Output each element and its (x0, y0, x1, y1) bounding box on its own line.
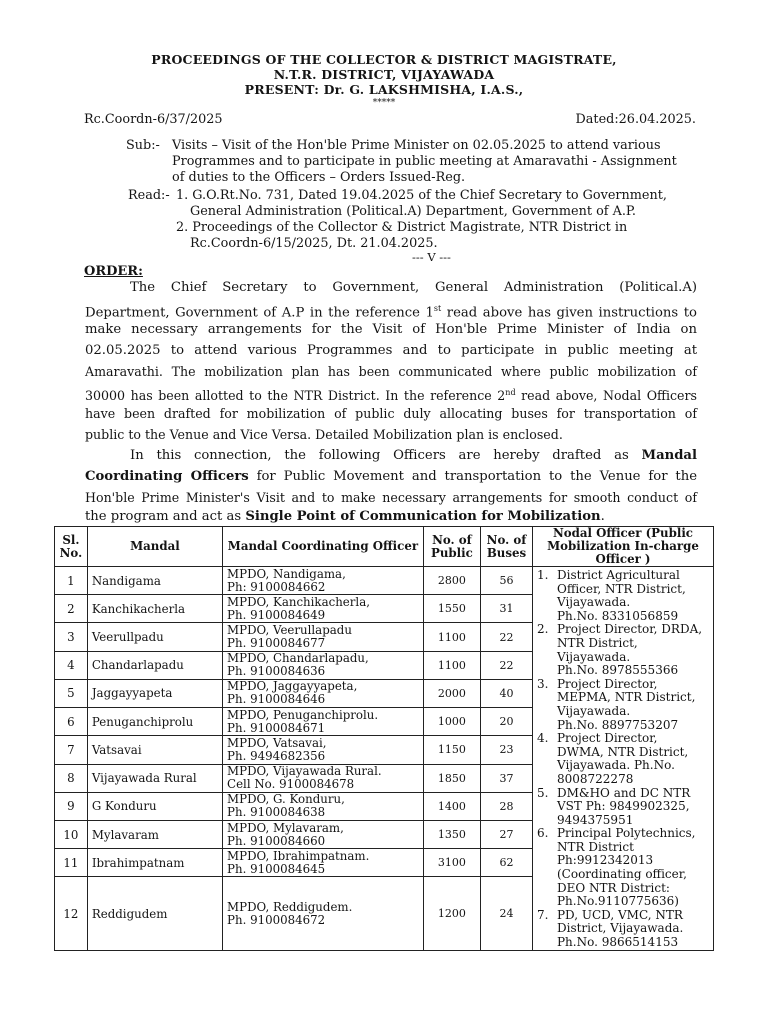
cell-mandal: Mylavaram (87, 820, 222, 848)
header-no-of-public: No. of Public (423, 527, 480, 567)
officer-line: MPDO, Nandigama, (227, 566, 346, 581)
cell-no-of-buses: 22 (480, 651, 532, 679)
cell-no-of-public: 1850 (423, 764, 480, 792)
nodal-officer-number: 2. (536, 622, 549, 637)
cell-sl-no: 5 (55, 679, 88, 707)
cell-officer (223, 708, 424, 736)
cell-no-of-public: 1150 (423, 736, 480, 764)
officer-line: MPDO, Chandarlapadu, (227, 651, 369, 666)
subject-label: Sub:- (126, 138, 160, 153)
cell-mandal: Chandarlapadu (87, 651, 222, 679)
nodal-officer-item (537, 678, 709, 732)
officer-line: Ph. 9100084660 (227, 833, 326, 848)
cell-sl-no: 4 (55, 651, 88, 679)
cell-sl-no: 6 (55, 708, 88, 736)
nodal-officer-number: 4. (536, 731, 549, 746)
order-p2-line-2: Coordinating Officers for Public Movement and transportation to the Venue for the (85, 469, 697, 484)
officer-line: Ph. 9100084671 (227, 720, 326, 735)
officer-line: MPDO, Jaggayyapeta, (227, 679, 358, 694)
cell-officer (223, 820, 424, 848)
cell-mandal: Kanchikacherla (87, 595, 222, 623)
cell-mandal: Vatsavai (87, 736, 222, 764)
officer-line: Ph. 9100084677 (227, 636, 326, 651)
cell-sl-no: 9 (55, 792, 88, 820)
cell-no-of-buses: 27 (480, 820, 532, 848)
order-p1-line-5: Amaravathi. The mobilization plan has been communicated where public mobilization of (85, 364, 697, 379)
cell-no-of-public: 1550 (423, 595, 480, 623)
officer-line: MPDO, G. Konduru, (227, 792, 345, 807)
cell-no-of-buses: 40 (480, 679, 532, 707)
nodal-officer-item (537, 787, 709, 828)
cell-officer (223, 623, 424, 651)
officer-line: Ph. 9100084645 (227, 861, 326, 876)
header-line-1: PROCEEDINGS OF THE COLLECTOR & DISTRICT MAGISTRATE, (151, 52, 617, 67)
officer-line: MPDO, Reddigudem. (227, 899, 353, 914)
cell-no-of-buses: 56 (480, 567, 532, 595)
cell-no-of-public: 2800 (423, 567, 480, 595)
cell-officer (223, 849, 424, 877)
cell-officer (223, 877, 424, 950)
officer-line: MPDO, Ibrahimpatnam. (227, 848, 370, 863)
cell-nodal-officers (532, 567, 713, 951)
nodal-officer-number: 1. (536, 568, 549, 582)
order-p1-line-2: Department, Government of A.P in the reference 1st read above has given instructions to (85, 304, 697, 321)
nodal-officer-text: DM&HO and DC NTR VST Ph: 9849902325, 9494375951 (556, 785, 691, 827)
order-p1-line-3: make necessary arrangements for the Visit of Hon'ble Prime Minister of India on (85, 322, 697, 337)
cell-mandal: Penuganchiprolu (87, 708, 222, 736)
order-p2-line-4: the program and act as Single Point of Communication for Mobilization. (85, 509, 605, 524)
order-p1-line-7: have been drafted for mobilization of public duly allocating buses for transportation of (85, 406, 697, 421)
officer-line: Cell No. 9100084678 (227, 777, 355, 792)
cell-no-of-buses: 31 (480, 595, 532, 623)
cell-mandal: Vijayawada Rural (87, 764, 222, 792)
reference-number: Rc.Coordn-6/37/2025 (84, 112, 223, 127)
cell-no-of-public: 2000 (423, 679, 480, 707)
officer-line: MPDO, Vatsavai, (227, 735, 327, 750)
cell-officer (223, 595, 424, 623)
nodal-officer-item (537, 732, 709, 786)
subject-line-1: Visits – Visit of the Hon'ble Prime Minister on 02.05.2025 to attend various (172, 138, 661, 153)
header-no-of-buses: No. of Buses (480, 527, 532, 567)
read-item-1-line-2: General Administration (Political.A) Department, Government of A.P. (190, 204, 636, 219)
header-mandal: Mandal (87, 527, 222, 567)
officer-line: Ph. 9100084638 (227, 805, 326, 820)
read-separator: --- V --- (412, 250, 451, 264)
cell-no-of-buses: 22 (480, 623, 532, 651)
cell-no-of-buses: 20 (480, 708, 532, 736)
order-p2-line-3: Hon'ble Prime Minister's Visit and to make necessary arrangements for smooth conduct of (85, 490, 697, 505)
cell-sl-no: 1 (55, 567, 88, 595)
cell-mandal: Veerullpadu (87, 623, 222, 651)
cell-officer (223, 567, 424, 595)
nodal-officer-text: PD, UCD, VMC, NTR District, Vijayawada. Ph.No. 9866514153 (556, 907, 684, 950)
nodal-officer-number: 3. (536, 676, 549, 691)
cell-sl-no: 8 (55, 764, 88, 792)
cell-no-of-public: 1200 (423, 877, 480, 950)
cell-sl-no: 12 (55, 877, 88, 950)
cell-no-of-public: 1400 (423, 792, 480, 820)
nodal-officer-text: District Agricultural Officer, NTR District, Vijayawada. Ph.No. 8331056859 (556, 568, 686, 623)
nodal-officer-number: 5. (536, 785, 549, 800)
table-header-row (55, 527, 714, 567)
cell-no-of-buses: 24 (480, 877, 532, 950)
cell-no-of-public: 1000 (423, 708, 480, 736)
cell-no-of-buses: 28 (480, 792, 532, 820)
nodal-officer-text: Principal Polytechnics, NTR District Ph:9912342013 (Coordinating officer, DEO NTR District: Ph.No.9110775636) (556, 826, 696, 909)
officer-line: Ph. 9100084636 (227, 664, 326, 679)
cell-officer (223, 679, 424, 707)
cell-officer (223, 736, 424, 764)
nodal-officer-item (537, 569, 709, 623)
order-p1-line-6: 30000 has been allotted to the NTR District. In the reference 2nd read above, Nodal Officers (85, 388, 697, 404)
cell-officer (223, 764, 424, 792)
cell-mandal: G Konduru (87, 792, 222, 820)
order-p1-line-1: The Chief Secretary to Government, General Administration (Political.A) (130, 280, 697, 295)
nodal-officer-number: 6. (536, 826, 549, 841)
cell-no-of-buses: 23 (480, 736, 532, 764)
cell-sl-no: 2 (55, 595, 88, 623)
officer-line: Ph. 9100084649 (227, 607, 326, 622)
read-item-1-line-1: 1. G.O.Rt.No. 731, Dated 19.04.2025 of the Chief Secretary to Government, (176, 188, 667, 203)
cell-no-of-public: 1100 (423, 623, 480, 651)
cell-mandal: Nandigama (87, 567, 222, 595)
cell-sl-no: 11 (55, 849, 88, 877)
officer-line: MPDO, Penuganchiprolu. (227, 707, 379, 722)
header-stars: ***** (372, 98, 396, 108)
order-p2-line-1: In this connection, the following Officers are hereby drafted as Mandal (130, 448, 697, 463)
cell-mandal: Ibrahimpatnam (87, 849, 222, 877)
officer-line: MPDO, Kanchikacherla, (227, 594, 370, 609)
nodal-officer-text: Project Director, DRDA, NTR District, Vijayawada. Ph.No. 8978555366 (556, 622, 703, 678)
header-line-2: N.T.R. DISTRICT, VIJAYAWADA (273, 67, 495, 82)
read-item-2-line-1: 2. Proceedings of the Collector & District Magistrate, NTR District in (176, 220, 628, 235)
cell-no-of-public: 1350 (423, 820, 480, 848)
order-p1-line-4: 02.05.2025 to attend various Programmes and to participate in public meeting at (85, 343, 697, 358)
nodal-officer-item (537, 827, 709, 909)
read-label: Read:- (128, 188, 170, 203)
cell-no-of-buses: 62 (480, 849, 532, 877)
cell-sl-no: 3 (55, 623, 88, 651)
officer-line: Ph. 9100084646 (227, 692, 326, 707)
officer-line: Ph. 9100084672 (227, 912, 326, 927)
officer-line: MPDO, Veerullapadu (227, 623, 352, 638)
mobilization-table (54, 526, 714, 951)
nodal-officer-item (537, 623, 709, 677)
subject-line-2: Programmes and to participate in public meeting at Amaravathi - Assignment (172, 154, 677, 169)
subject-line-3: of duties to the Officers – Orders Issued-Reg. (172, 170, 466, 185)
nodal-officer-text: Project Director, DWMA, NTR District, Vijayawada. Ph.No. 8008722278 (556, 731, 689, 786)
cell-sl-no: 7 (55, 736, 88, 764)
nodal-officer-item (537, 909, 709, 950)
cell-no-of-public: 3100 (423, 849, 480, 877)
cell-mandal: Reddigudem (87, 877, 222, 950)
cell-officer (223, 792, 424, 820)
reference-date: Dated:26.04.2025. (575, 112, 696, 127)
header-officer: Mandal Coordinating Officer (223, 527, 424, 567)
officer-line: Ph: 9100084662 (227, 579, 326, 594)
header-sl-no: Sl. No. (55, 527, 88, 567)
officer-line: MPDO, Vijayawada Rural. (227, 764, 382, 779)
cell-officer (223, 651, 424, 679)
cell-no-of-buses: 37 (480, 764, 532, 792)
table-body (55, 567, 714, 951)
header-nodal-officer: Nodal Officer (Public Mobilization In-charge Officer ) (532, 527, 713, 567)
table-row (55, 567, 714, 595)
officer-line: MPDO, Mylavaram, (227, 820, 344, 835)
cell-sl-no: 10 (55, 820, 88, 848)
read-item-2-line-2: Rc.Coordn-6/15/2025, Dt. 21.04.2025. (190, 236, 438, 251)
cell-mandal: Jaggayyapeta (87, 679, 222, 707)
cell-no-of-public: 1100 (423, 651, 480, 679)
header-line-3: PRESENT: Dr. G. LAKSHMISHA, I.A.S., (244, 82, 524, 97)
order-heading: ORDER: (84, 264, 143, 279)
nodal-officer-number: 7. (536, 907, 549, 922)
order-p1-line-8: public to the Venue and Vice Versa. Detailed Mobilization plan is enclosed. (85, 427, 563, 442)
nodal-officer-text: Project Director, MEPMA, NTR District, Vijayawada. Ph.No. 8897753207 (556, 676, 696, 732)
officer-line: Ph. 9494682356 (227, 748, 326, 763)
